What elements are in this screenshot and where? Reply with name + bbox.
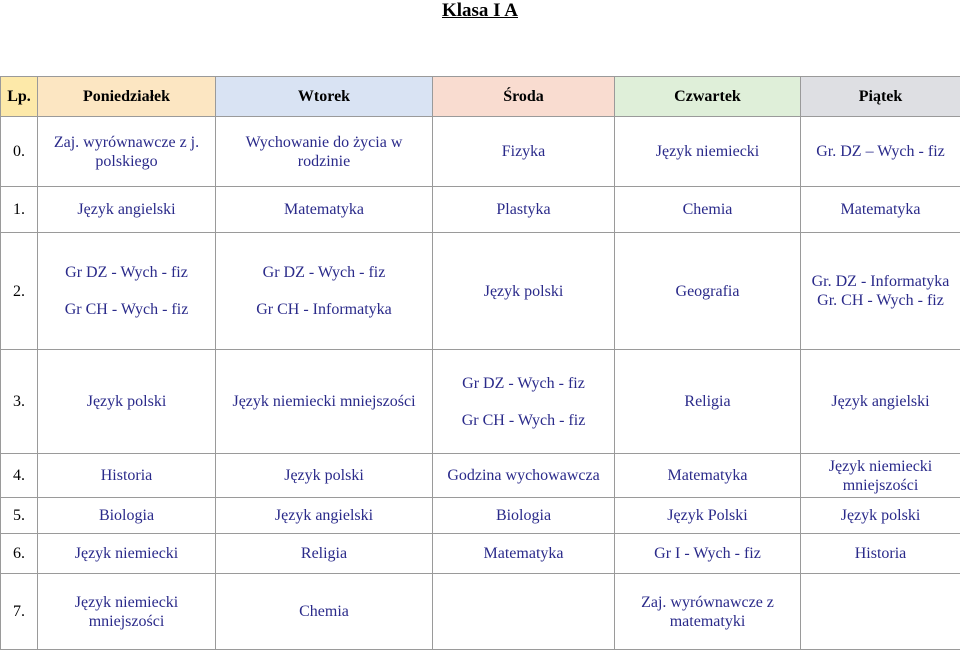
cell-thursday: Gr I - Wych - fiz — [615, 534, 801, 574]
group-ch-entry: Gr CH - Informatyka — [219, 300, 429, 319]
cell-thursday: Zaj. wyrównawcze z matematyki — [615, 574, 801, 650]
cell-thursday: Religia — [615, 350, 801, 454]
lesson-number: 5. — [1, 498, 38, 534]
cell-friday: Język angielski — [801, 350, 960, 454]
group-ch-entry: Gr. CH - Wych - fiz — [804, 291, 957, 310]
group-dz-entry: Gr DZ - Wych - fiz — [436, 374, 611, 393]
cell-wednesday — [433, 574, 615, 650]
cell-friday: Gr. DZ – Wych - fiz — [801, 117, 960, 187]
cell-tuesday: Religia — [216, 534, 433, 574]
cell-monday: Zaj. wyrównawcze z j. polskiego — [38, 117, 216, 187]
cell-tuesday: Wychowanie do życia w rodzinie — [216, 117, 433, 187]
lesson-number: 7. — [1, 574, 38, 650]
cell-wednesday: Plastyka — [433, 187, 615, 233]
header-lp: Lp. — [1, 77, 38, 117]
table-row — [1, 574, 960, 650]
group-dz-entry: Gr. DZ - Informatyka — [804, 272, 957, 291]
table-row — [1, 233, 960, 350]
header-thursday: Czwartek — [615, 77, 801, 117]
page-title: Klasa I A — [0, 0, 960, 22]
group-ch-entry: Gr CH - Wych - fiz — [41, 300, 212, 319]
lesson-number: 1. — [1, 187, 38, 233]
table-row — [1, 498, 960, 534]
cell-monday: Język niemiecki — [38, 534, 216, 574]
cell-monday: Język angielski — [38, 187, 216, 233]
cell-friday: Język polski — [801, 498, 960, 534]
header-friday: Piątek — [801, 77, 960, 117]
cell-tuesday: Język angielski — [216, 498, 433, 534]
lesson-number: 2. — [1, 233, 38, 350]
cell-thursday: Język Polski — [615, 498, 801, 534]
table-row — [1, 454, 960, 498]
group-dz-entry: Gr DZ - Wych - fiz — [219, 263, 429, 282]
cell-wednesday: Matematyka — [433, 534, 615, 574]
header-row — [1, 77, 960, 117]
cell-friday: Matematyka — [801, 187, 960, 233]
cell-friday: Język niemiecki mniejszości — [801, 454, 960, 498]
cell-tuesday: Język polski — [216, 454, 433, 498]
cell-wednesday: Język polski — [433, 233, 615, 350]
cell-friday — [801, 574, 960, 650]
lesson-number: 3. — [1, 350, 38, 454]
cell-wednesday: Fizyka — [433, 117, 615, 187]
cell-monday: Język niemiecki mniejszości — [38, 574, 216, 650]
cell-tuesday — [216, 233, 433, 350]
table-row — [1, 534, 960, 574]
cell-monday: Biologia — [38, 498, 216, 534]
cell-monday: Język polski — [38, 350, 216, 454]
group-ch-entry: Gr CH - Wych - fiz — [436, 411, 611, 430]
lesson-number: 4. — [1, 454, 38, 498]
cell-thursday: Geografia — [615, 233, 801, 350]
cell-wednesday — [433, 350, 615, 454]
cell-thursday: Język niemiecki — [615, 117, 801, 187]
cell-friday: Historia — [801, 534, 960, 574]
table-row — [1, 117, 960, 187]
timetable — [0, 76, 960, 650]
cell-tuesday: Matematyka — [216, 187, 433, 233]
cell-wednesday: Godzina wychowawcza — [433, 454, 615, 498]
cell-thursday: Chemia — [615, 187, 801, 233]
header-tuesday: Wtorek — [216, 77, 433, 117]
group-dz-entry: Gr DZ - Wych - fiz — [41, 263, 212, 282]
cell-friday — [801, 233, 960, 350]
cell-tuesday: Chemia — [216, 574, 433, 650]
cell-tuesday: Język niemiecki mniejszości — [216, 350, 433, 454]
cell-thursday: Matematyka — [615, 454, 801, 498]
lesson-number: 6. — [1, 534, 38, 574]
table-row — [1, 350, 960, 454]
table-row — [1, 187, 960, 233]
header-wednesday: Środa — [433, 77, 615, 117]
header-monday: Poniedziałek — [38, 77, 216, 117]
cell-wednesday: Biologia — [433, 498, 615, 534]
cell-monday — [38, 233, 216, 350]
lesson-number: 0. — [1, 117, 38, 187]
cell-monday: Historia — [38, 454, 216, 498]
